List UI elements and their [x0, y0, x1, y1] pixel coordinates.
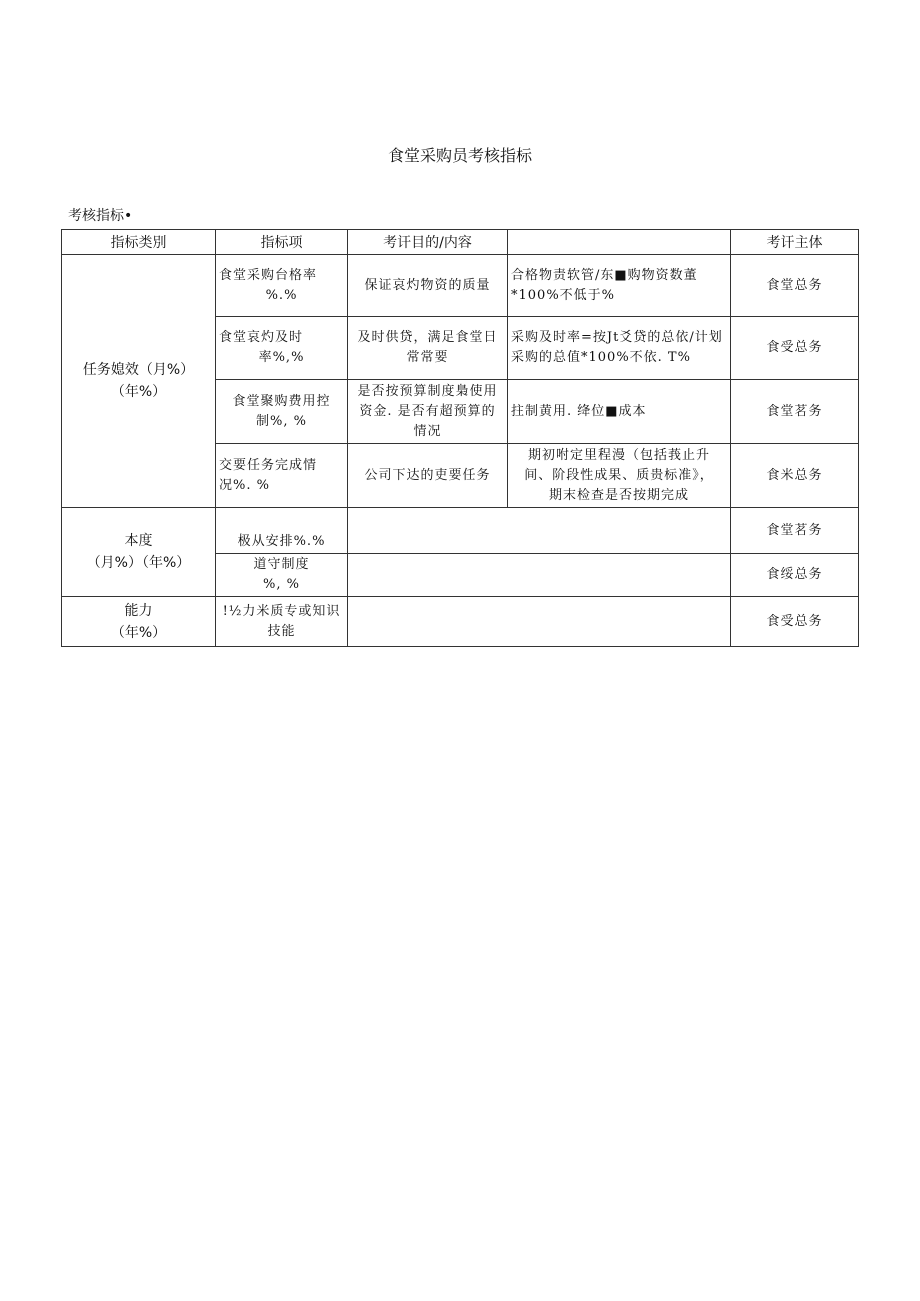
table-row — [62, 508, 859, 554]
header-purpose: 考讦目的/内容 — [348, 230, 508, 255]
purpose-line: 是否按预算制度梟使用 — [357, 383, 498, 399]
detail-cell — [508, 317, 731, 380]
purpose-cell — [348, 317, 508, 380]
detail-cell — [508, 380, 731, 444]
item-line: %.% — [265, 287, 298, 303]
purpose-cell — [348, 380, 508, 444]
kpi-table — [61, 229, 859, 647]
category-line: 任务媳效（月%） — [82, 362, 195, 378]
detail-line: 合格物责软管/东■购物资数董 — [511, 267, 698, 283]
item-line: %, % — [263, 577, 300, 592]
item-line: 况%. % — [219, 477, 270, 493]
detail-line: 采购及时率=按Jt爻贷的总依/计划 — [511, 330, 723, 345]
item-line: 食堂采购台格率 — [219, 267, 318, 283]
section-caption: 考核指标• — [68, 208, 133, 224]
category-cell-task — [62, 255, 216, 508]
detail-cell — [508, 444, 731, 508]
item-line: 交要任务完成情 — [219, 457, 318, 473]
purpose-cell — [348, 444, 508, 508]
category-line: （年%） — [110, 384, 167, 400]
owner-cell: 食受总务 — [731, 317, 859, 380]
header-category: 指标类別 — [62, 230, 216, 255]
table-header-row — [62, 230, 859, 255]
category-line: （年%） — [110, 624, 167, 641]
empty-content-cell — [348, 508, 731, 554]
detail-line: 期末检查是否按期完成 — [548, 487, 689, 503]
item-line: 技能 — [267, 623, 296, 639]
owner-cell: 食米总务 — [731, 444, 859, 508]
item-line: 食堂聚购费用控 — [232, 393, 331, 409]
item-line: 率%,% — [258, 350, 305, 365]
table-row — [62, 255, 859, 317]
category-cell-attitude — [62, 508, 216, 597]
purpose-cell — [348, 255, 508, 317]
owner-cell: 食堂茗务 — [731, 508, 859, 554]
header-owner: 考讦主体 — [731, 230, 859, 255]
page-title: 食堂采购员考核指标 — [387, 146, 532, 165]
purpose-line: 保证哀灼物资的质量 — [364, 277, 491, 293]
purpose-line: 常常要 — [406, 350, 449, 365]
item-line: 食堂哀灼及时 — [219, 330, 304, 345]
item-line: 制%, % — [256, 413, 307, 429]
category-line: 能力 — [124, 602, 153, 619]
empty-content-cell — [348, 554, 731, 597]
purpose-line: 及时供贷，满足食堂日 — [357, 330, 498, 345]
detail-line: 间、阶段性成果、质贵标准》， — [524, 467, 714, 483]
item-cell — [216, 380, 348, 444]
detail-line: 期初咐定里程漫（包括莪止升 — [527, 447, 710, 463]
category-line: 本度 — [124, 533, 153, 549]
detail-cell — [508, 255, 731, 317]
owner-cell: 食堂茗务 — [731, 380, 859, 444]
detail-line: 拄制黄用. 绛位■成本 — [511, 403, 647, 419]
item-cell — [216, 255, 348, 317]
item-line: !½力米质专或知识 — [222, 603, 341, 619]
item-cell — [216, 444, 348, 508]
owner-cell: 食堂总务 — [731, 255, 859, 317]
item-cell — [216, 597, 348, 647]
category-line: （月%）（年%） — [86, 555, 191, 571]
item-line: 道守制度 — [253, 557, 310, 572]
category-cell-ability — [62, 597, 216, 647]
table-row — [62, 597, 859, 647]
owner-cell: 食绥总务 — [731, 554, 859, 597]
item-cell — [216, 508, 348, 554]
purpose-line: 公司下达的吏要任务 — [364, 467, 491, 483]
item-line: 极从安排%.% — [237, 534, 326, 549]
item-cell — [216, 554, 348, 597]
detail-line: 采购的总值*100%不依. T% — [511, 350, 691, 365]
detail-line: *100%不低于% — [511, 287, 616, 303]
purpose-line: 资金. 是否有超预算的 — [359, 403, 496, 419]
header-detail — [508, 230, 731, 255]
header-item: 指标项 — [216, 230, 348, 255]
purpose-line: 情况 — [413, 423, 442, 439]
owner-cell: 食受总务 — [731, 597, 859, 647]
item-cell — [216, 317, 348, 380]
empty-content-cell — [348, 597, 731, 647]
